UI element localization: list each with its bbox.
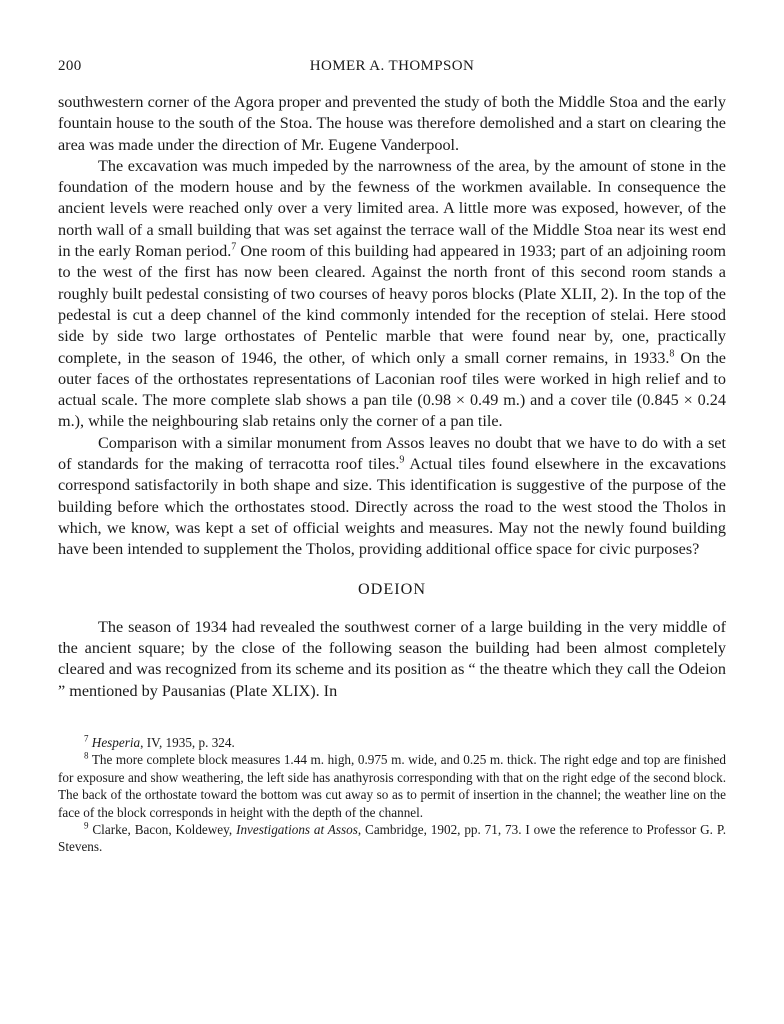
paragraph-3-part-b: Actual tiles found elsewhere in the excavations correspond satisfactorily in both shape and size. This identification is suggestive of the purpose of the building before which the orthostates stood. Directly across the road to the west stood the Tholos in which, we know, was kept a set of official weights and measures. May not the newly found building have been intended to supplement the Tholos, providing additional office space for civic purposes?	[58, 455, 726, 559]
paragraph-2-part-a: The excavation was much impeded by the narrowness of the area, by the amount of stone in the foundation of the modern house and by the fewness of the workmen available. In consequence the ancient levels were reached only over a very limited area. A little more was exposed, however, of the north wall of a small building that was set against the terrace wall of the Middle Stoa near its west end in the early Roman period.	[58, 156, 726, 261]
footnote-ref-9[interactable]: 9	[399, 454, 405, 466]
paragraph-1: southwestern corner of the Agora proper and prevented the study of both the Middle Stoa and the early fountain house to the south of the Stoa. The house was therefore demolished and a start on clearing the area was made under the direction of Mr. Eugene Vanderpool.	[58, 93, 726, 154]
footnote-9	[58, 821, 726, 856]
paragraph-3	[58, 433, 726, 561]
footnote-mark: 8	[84, 751, 89, 762]
body-text	[58, 92, 726, 702]
document-page	[58, 58, 726, 856]
footnote-ref-7[interactable]: 7	[231, 241, 237, 253]
paragraph-3-part-a: Comparison with a similar monument from Assos leaves no doubt that we have to do with a set of standards for the making of terracotta roof tiles.	[58, 433, 726, 474]
section-heading-odeion: ODEION	[357, 579, 427, 598]
paragraph-2	[58, 156, 726, 433]
footnote-ref-8[interactable]: 8	[669, 348, 675, 360]
paragraph-4: The season of 1934 had revealed the southwest corner of a large building in the very middle of the ancient square; by the close of the following season the building had been almost completely cleared and was recognized from its scheme and its position as “ the theatre which they call the Odeion ” mentioned by Pausanias (Plate XLIX). In	[58, 617, 726, 700]
running-head: HOMER A. THOMPSON	[309, 58, 475, 74]
footnote-pre: Clarke, Bacon, Koldewey,	[92, 822, 237, 838]
footnote-text: , Cambridge, 1902, pp. 71, 73. I owe the reference to Professor G. P. Stevens.	[58, 822, 727, 855]
paragraph-2-part-c: On the outer faces of the orthostates representations of Laconian roof tiles were worked in high relief and to actual scale. The more complete slab shows a pan tile (0.98 × 0.49 m.) and a cover tile (0.845 × 0.24 m.), while the neighbouring slab retains only the corner of a pan tile.	[58, 348, 726, 431]
footnote-mark: 9	[84, 820, 89, 831]
footnote-mark: 7	[84, 733, 89, 744]
footnotes	[58, 734, 726, 856]
footnote-italic: Hesperia	[91, 735, 141, 751]
footnote-7	[58, 734, 726, 751]
footnote-text: , IV, 1935, p. 324.	[140, 735, 235, 751]
page-header	[58, 58, 726, 80]
paragraph-2-part-b: One room of this building had appeared in 1933; part of an adjoining room to the west of the first has now been cleared. Against the north front of this second room stands a roughly built pedestal consisting of two courses of heavy poros blocks (Plate XLII, 2). In the top of the pedestal is cut a deep channel of the kind commonly intended for the reception of stelai. Here stood side by side two large orthostates of Pentelic marble that were found near by, one, practically complete, in the season of 1946, the other, of which only a small corner remains, in 1933.	[58, 242, 726, 367]
footnote-8	[58, 751, 726, 821]
footnote-italic: Investigations at Assos	[236, 822, 358, 838]
footnote-text: The more complete block measures 1.44 m. high, 0.975 m. wide, and 0.25 m. thick. The right edge and top are finished for exposure and show weathering, the left side has anathyrosis corresponding with that on the right edge of the second block. The back of the orthostate toward the bottom was cut away so as to permit of insertion in the channel; the weather line on the face of the block corresponds in height with the depth of the channel.	[58, 752, 726, 820]
page-number: 200	[58, 58, 82, 74]
